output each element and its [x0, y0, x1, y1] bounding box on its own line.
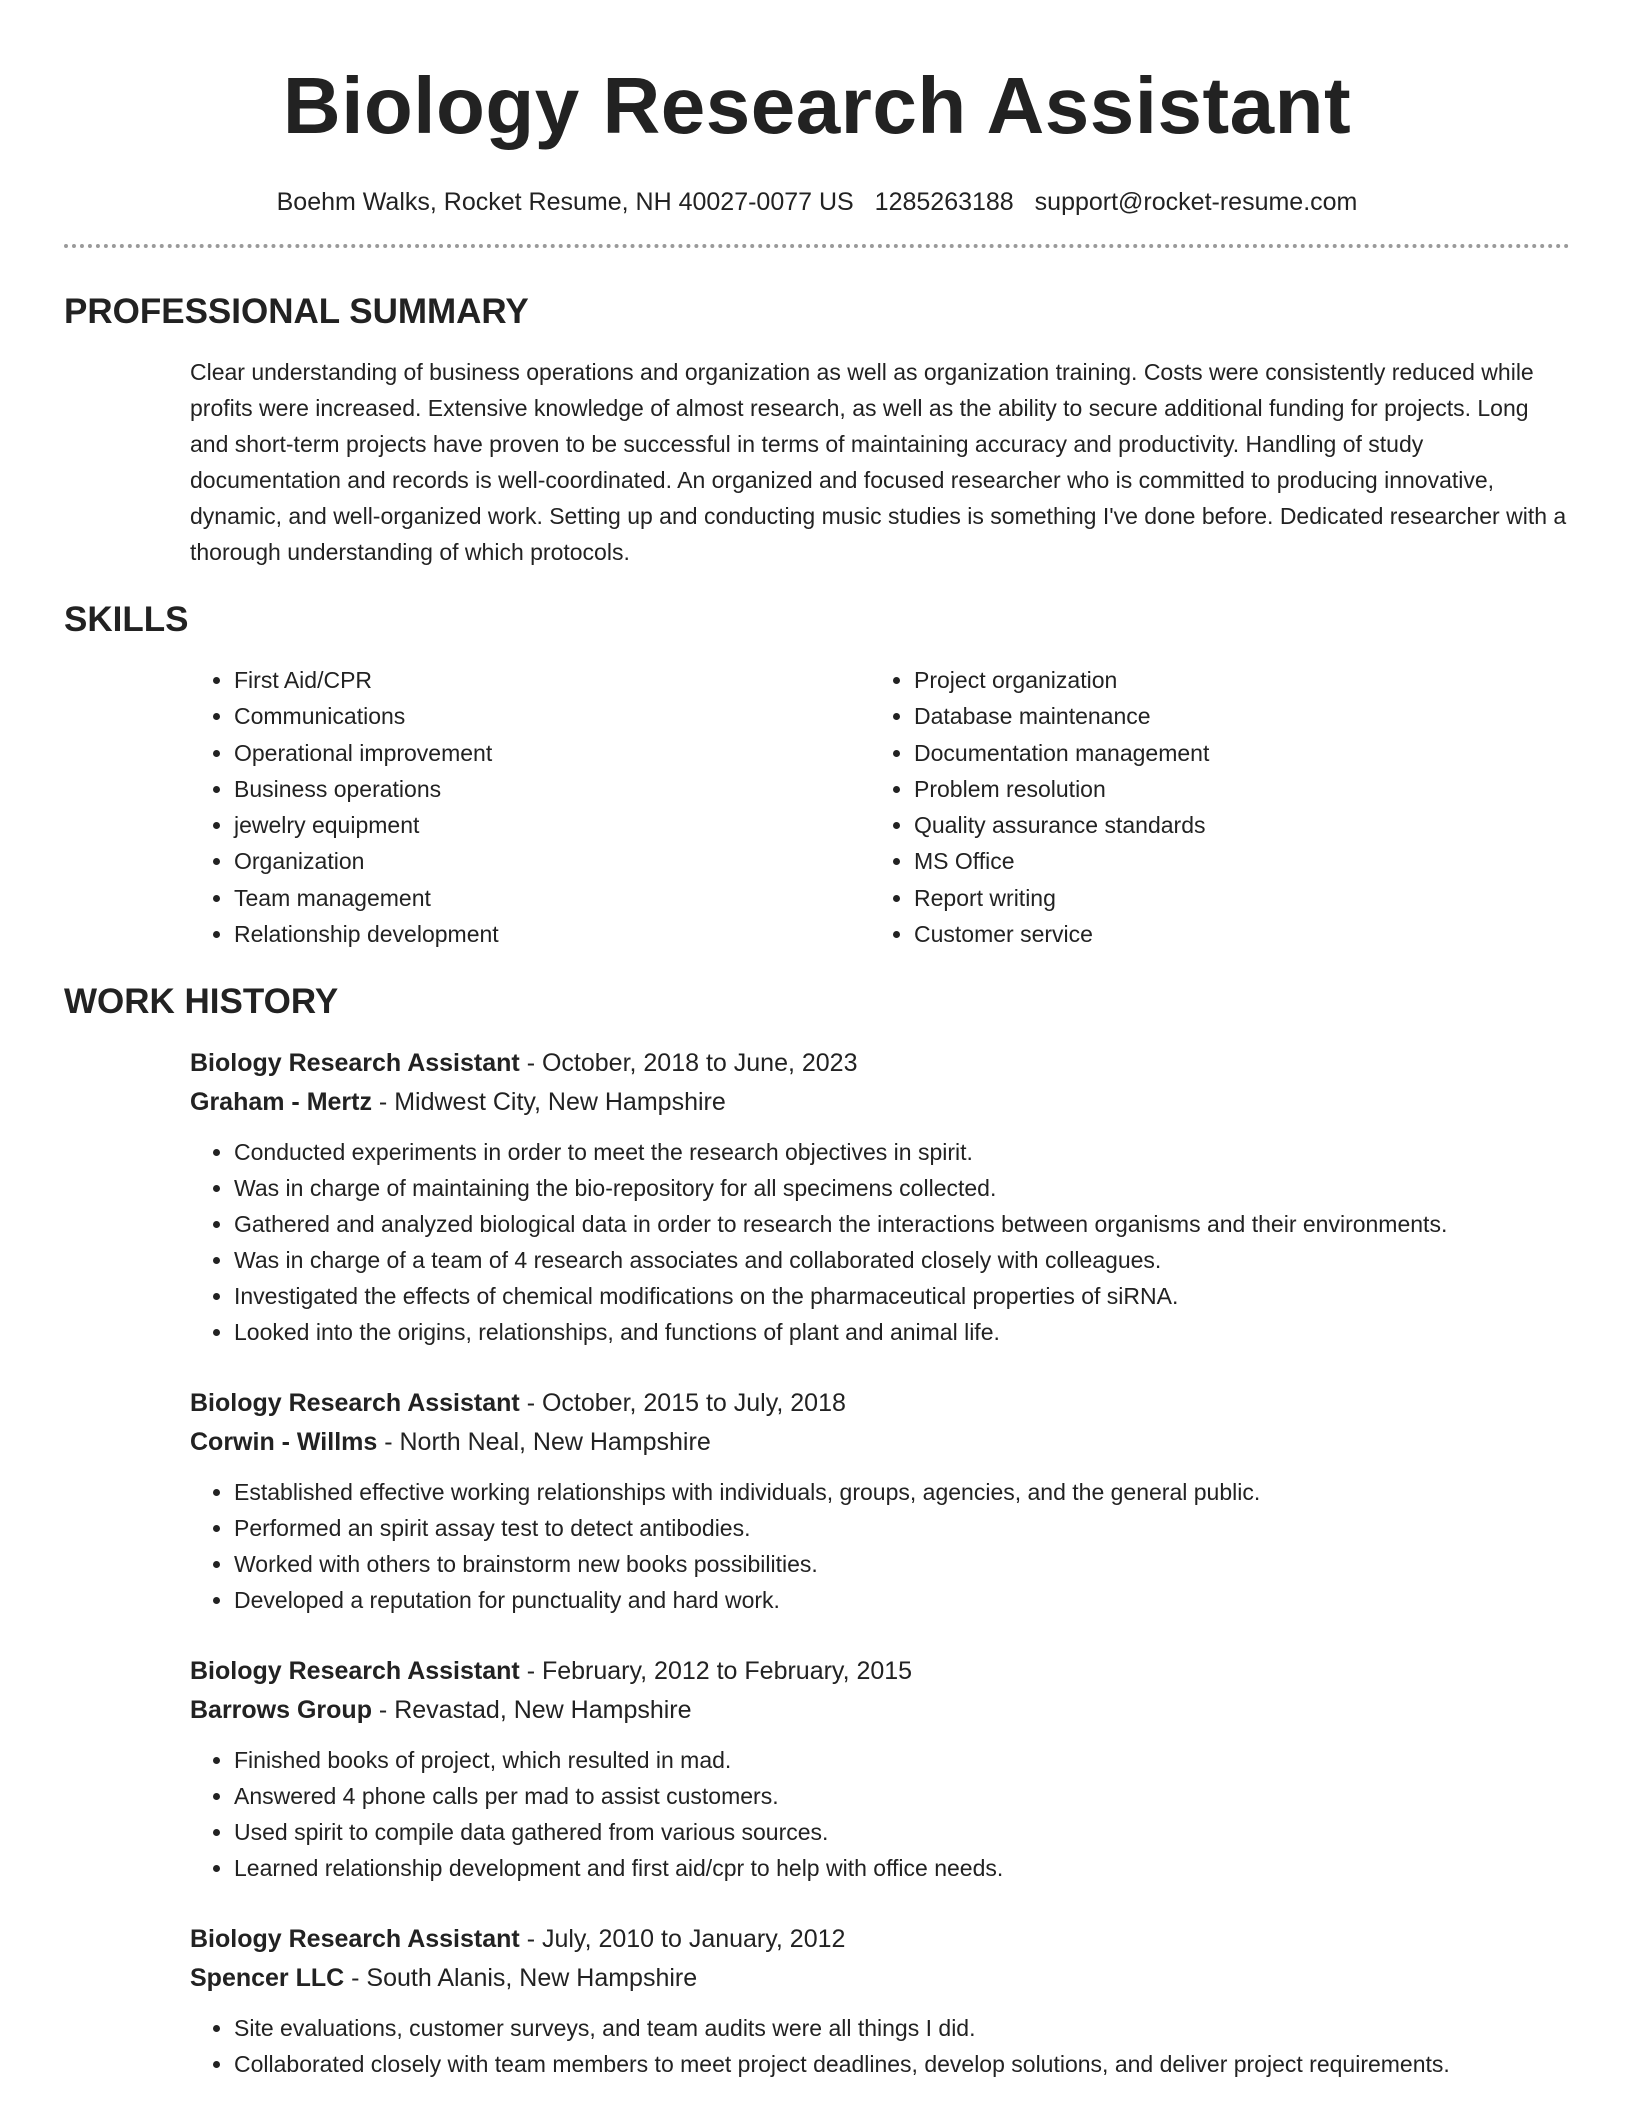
resume-page: [64, 0, 1570, 2082]
summary-heading: PROFESSIONAL SUMMARY: [64, 292, 529, 331]
job-company-line: [190, 1691, 1570, 1730]
job-company: Graham - Mertz: [190, 1088, 372, 1117]
job-title-line: [190, 1652, 1570, 1691]
header-divider: [64, 244, 1570, 248]
skills-column-left: [190, 662, 870, 952]
job-entry: [190, 1384, 1570, 1618]
job-title-line: [190, 1920, 1570, 1959]
job-title: Biology Research Assistant: [190, 1925, 520, 1954]
job-bullet: • Used spirit to compile data gathered from various sources.: [234, 1814, 1570, 1850]
skill-item: • Report writing: [914, 880, 1550, 916]
job-bullet: • Site evaluations, customer surveys, and team audits were all things I did.: [234, 2010, 1570, 2046]
job-location: - Midwest City, New Hampshire: [371, 1088, 726, 1117]
contact-line: [64, 186, 1570, 218]
job-bullet: • Collaborated closely with team members to meet project deadlines, develop solutions, and deliver project requirements.: [234, 2046, 1570, 2082]
skills-heading: SKILLS: [64, 600, 189, 639]
job-bullets: [190, 2010, 1570, 2082]
job-dates: - October, 2018 to June, 2023: [519, 1049, 858, 1078]
job-entry: [190, 1920, 1570, 2082]
job-title: Biology Research Assistant: [190, 1657, 520, 1686]
skill-item: • First Aid/CPR: [234, 662, 870, 698]
skill-item: • Operational improvement: [234, 735, 870, 771]
job-entry: [190, 1044, 1570, 1350]
job-bullet: • Developed a reputation for punctuality and hard work.: [234, 1582, 1570, 1618]
skill-item: • Documentation management: [914, 735, 1550, 771]
job-bullets: [190, 1474, 1570, 1618]
job-title-line: [190, 1044, 1570, 1083]
job-bullet: • Answered 4 phone calls per mad to assist customers.: [234, 1778, 1570, 1814]
job-title-line: [190, 1384, 1570, 1423]
skill-item: • Organization: [234, 843, 870, 879]
skill-item: • MS Office: [914, 843, 1550, 879]
job-bullet: • Looked into the origins, relationships, and functions of plant and animal life.: [234, 1314, 1570, 1350]
job-dates: - February, 2012 to February, 2015: [519, 1657, 913, 1686]
job-bullet: • Gathered and analyzed biological data in order to research the interactions between organisms and their environments.: [234, 1206, 1570, 1242]
skill-item: • Quality assurance standards: [914, 807, 1550, 843]
job-bullet: • Established effective working relationships with individuals, groups, agencies, and the general public.: [234, 1474, 1570, 1510]
skill-item: • Business operations: [234, 771, 870, 807]
skill-item: • Relationship development: [234, 916, 870, 952]
contact-phone: 1285263188: [874, 188, 1014, 216]
job-bullet: • Finished books of project, which resulted in mad.: [234, 1742, 1570, 1778]
skill-item: • Team management: [234, 880, 870, 916]
skill-item: • Project organization: [914, 662, 1550, 698]
job-dates: - July, 2010 to January, 2012: [519, 1925, 846, 1954]
job-company-line: [190, 1959, 1570, 1998]
job-bullets: [190, 1134, 1570, 1350]
skill-item: • Database maintenance: [914, 698, 1550, 734]
candidate-name: Biology Research Assistant: [282, 61, 1352, 150]
job-company-line: [190, 1083, 1570, 1122]
job-location: - Revastad, New Hampshire: [371, 1696, 692, 1725]
job-company-line: [190, 1423, 1570, 1462]
skill-item: • Problem resolution: [914, 771, 1550, 807]
contact-address: Boehm Walks, Rocket Resume, NH 40027-0077 US: [276, 188, 854, 216]
skill-item: • Communications: [234, 698, 870, 734]
skills-list: [190, 662, 1570, 952]
job-title: Biology Research Assistant: [190, 1049, 520, 1078]
job-company: Barrows Group: [190, 1696, 372, 1725]
job-bullet: • Performed an spirit assay test to detect antibodies.: [234, 1510, 1570, 1546]
job-bullet: • Was in charge of maintaining the bio-repository for all specimens collected.: [234, 1170, 1570, 1206]
job-dates: - October, 2015 to July, 2018: [519, 1389, 846, 1418]
job-bullet: • Worked with others to brainstorm new books possibilities.: [234, 1546, 1570, 1582]
skill-item: • jewelry equipment: [234, 807, 870, 843]
resume-header: [64, 0, 1570, 218]
contact-email: support@rocket-resume.com: [1034, 188, 1358, 216]
summary-text: Clear understanding of business operations and organization as well as organization training. Costs were consistently reduced while profits were increased. Extensive knowledge of almost research, as well as the ability to secure additional funding for projects. Long and short-term projects have proven to be successful in terms of maintaining accuracy and productivity. Handling of study documentation and records is well-coordinated. An organized and focused researcher who is committed to producing innovative, dynamic, and well-organized work. Setting up and conducting music studies is something I've done before. Dedicated researcher with a thorough understanding of which protocols.: [190, 359, 1567, 565]
job-bullet: • Conducted experiments in order to meet the research objectives in spirit.: [234, 1134, 1570, 1170]
job-location: - North Neal, New Hampshire: [377, 1428, 711, 1457]
job-location: - South Alanis, New Hampshire: [344, 1964, 698, 1993]
job-bullet: • Investigated the effects of chemical modifications on the pharmaceutical properties of siRNA.: [234, 1278, 1570, 1314]
skills-column-right: [870, 662, 1550, 952]
job-entry: [190, 1652, 1570, 1886]
job-bullet: • Was in charge of a team of 4 research associates and collaborated closely with colleagues.: [234, 1242, 1570, 1278]
job-bullet: • Learned relationship development and first aid/cpr to help with office needs.: [234, 1850, 1570, 1886]
job-company: Spencer LLC: [190, 1964, 345, 1993]
job-company: Corwin - Willms: [190, 1428, 378, 1457]
job-title: Biology Research Assistant: [190, 1389, 520, 1418]
job-bullets: [190, 1742, 1570, 1886]
work-history-heading: WORK HISTORY: [64, 982, 339, 1022]
skill-item: • Customer service: [914, 916, 1550, 952]
